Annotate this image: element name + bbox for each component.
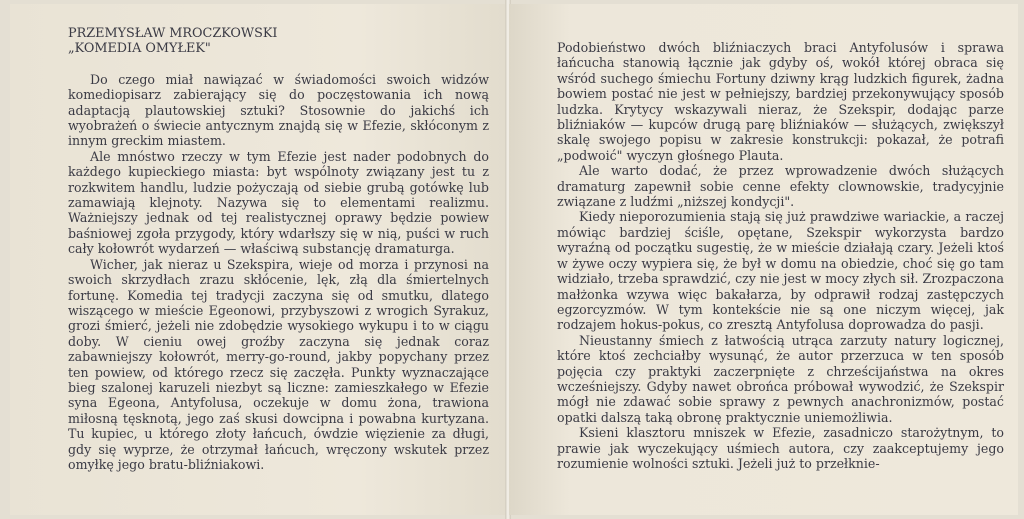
article-heading [68,26,489,57]
left-page-body [68,72,489,473]
author-name: PRZEMYSŁAW MROCZKOWSKI [68,26,278,41]
paragraph: Ale warto dodać, że przez wprowadzenie dwóch służących dramaturg zapewnił sobie cenne efekty clownowskie, tradycyjnie związane z ludźmi „niższej kondycji". [557,163,1004,210]
left-page [10,4,507,515]
paragraph: Kiedy nieporozumienia stają się już prawdziwe wariackie, a raczej mówiąc bardziej ściśle, opętane, Szekspir wykorzysta bardzo wyraźną od początku sugestię, że w mieście działają czary. Jeżeli ktoś w żywe oczy wypiera się, że był w domu na obiedzie, choć się go tam widziało, trzeba sprawdzić, czy nie jest w mocy złych sił. Zrozpaczona małżonka wzywa więc bakałarza, by odprawił rodzaj zastępczych egzorcyzmów. W tym kontekście nie są one niczym więcej, jak rodzajem hokus-pokus, co zresztą Antyfolusa doprowadza do pasji. [557,209,1004,333]
article-title: „KOMEDIA OMYŁEK" [68,41,211,57]
paragraph: Ale mnóstwo rzeczy w tym Efezie jest nader podobnych do każdego kupieckiego miasta: byt wspólnoty związany jest tu z rozkwitem handlu, ludzie pożyczają od siebie grubą gotówkę lub zamawiają klejnoty. Nazywa się to elementami realizmu. Ważniejszy jednak od tej realistycznej oprawy będzie powiew baśniowej zgoła przygody, który wdarłszy się w nią, puści w ruch cały kołowrót wydarzeń — właściwą substancję dramaturga. [68,148,489,257]
paragraph: Wicher, jak nieraz u Szekspira, wieje od morza i przynosi na swoich skrzydłach zrazu skłócenie, lęk, złą dla śmiertelnych fortunę. Komedia tej tradycji zaczyna się od smutku, dlatego wiszącego w mieście Egeonowi, przybyszowi z wrogich Syrakuz, grozi śmierć, jeżeli nie zdobędzie wysokiego wykupu i to w ciągu doby. W cieniu owej groźby zaczyna się jednak coraz zabawniejszy kołowrót, merry-go-round, jakby popychany przez ten powiew, od którego rzecz się zaczęła. Punkty wyznaczające bieg szalonej karuzeli niezbyt są liczne: zamieszkałego w Efezie syna Egeona, Antyfolusa, oczekuje w domu żona, trawiona miłosną tęsknotą, jego zaś skusi dowcipna i powabna kurtyzana. Tu kupiec, u którego złoty łańcuch, ówdzie więzienie za długi, gdy się wyprze, że otrzymał łańcuch, wręczony wskutek przez omyłkę jego bratu-bliźniakowi. [68,256,489,472]
right-page [509,4,1018,515]
paragraph: Podobieństwo dwóch bliźniaczych braci Antyfolusów i sprawa łańcucha stanowią łącznie jak gdyby oś, wokół której obraca się wśród suchego śmiechu Fortuny dziwny krąg ludzkich figurek, żadna bowiem postać nie jest w pełniejszy, bardziej przekonywujący sposób ludzka. Krytycy wskazywali nieraz, że Szekspir, dodając parze bliźniaków — kupców drugą parę bliźniaków — służących, zwiększył skalę swojego popisu w zakresie konstrukcji: pokazał, że potrafi „podwoić" wyczyn głośnego Plauta. [557,40,1004,163]
right-page-body [557,40,1004,471]
paragraph: Nieustanny śmiech z łatwością utrąca zarzuty natury logicznej, które ktoś zechciałby wysunąć, że autor przerzuca w ten sposób pojęcia czy praktyki zaczerpnięte z chrześcijaństwa na okres wcześniejszy. Gdyby nawet obrońca próbował wywodzić, że Szekspir mógł nie zdawać sobie sprawy z pewnych anachronizmów, postać opatki dalszą taką obronę praktycznie uniemożliwia. [557,332,1004,425]
paragraph: Ksieni klasztoru mniszek w Efezie, zasadniczo starożytnym, to prawie jak wyczekujący uśmiech autora, czy zaakceptujemy jego rozumienie wolności sztuki. Jeżeli już to przełknie- [557,425,1004,471]
paragraph: Do czego miał nawiązać w świadomości swoich widzów komediopisarz zabierający się do poczęstowania ich nową adaptacją plautowskiej sztuki? Stosownie do jakichś ich wyobrażeń o świecie antycznym znajdą się w Efezie, skłóconym z innym greckim miastem. [68,71,489,149]
